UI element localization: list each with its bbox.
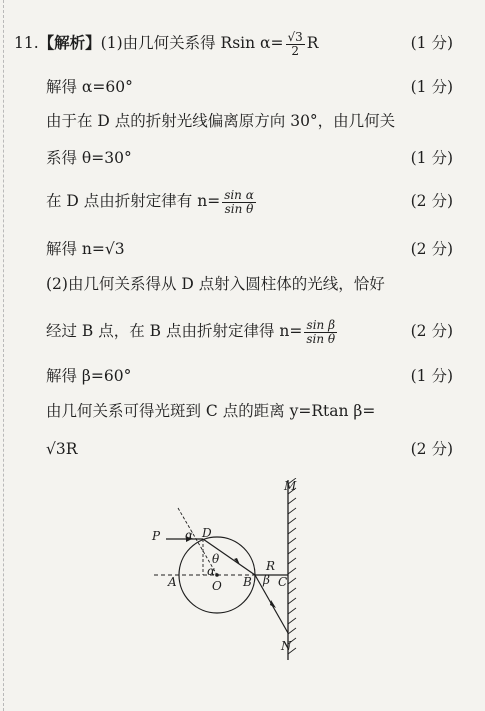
optics-diagram — [140, 478, 320, 700]
answer-line-5 — [0, 186, 485, 216]
fraction-sin-alpha-over-sin-theta: $\frac{\text{sin α}}{\text{sin θ}}$ — [224, 187, 254, 216]
score-8: (2 分) — [410, 322, 453, 340]
label-alpha-2: α — [207, 564, 216, 578]
answer-line-4 — [0, 143, 485, 173]
score-4: (1 分) — [410, 149, 453, 167]
mirror-hatching — [288, 478, 296, 654]
line-10-text: 由几何关系可得光斑到 C 点的距离 y=Rtan β= — [46, 402, 376, 420]
answer-line-2 — [0, 72, 485, 102]
line-7-text: (2)由几何关系得从 D 点射入圆柱体的光线，恰好 — [46, 275, 385, 293]
answer-line-3 — [0, 106, 485, 136]
label-beta: β — [263, 573, 270, 587]
fraction-sin-beta-over-sin-theta: $\frac{\text{sin β}}{\text{sin θ}}$ — [306, 317, 336, 346]
score-9: (1 分) — [410, 367, 453, 385]
label-m: M — [284, 479, 297, 493]
center-point — [215, 573, 219, 577]
answer-line-1 — [0, 28, 485, 58]
optics-diagram-svg — [140, 478, 320, 700]
line-9-text: 解得 β=60° — [46, 367, 132, 385]
label-p: P — [152, 529, 161, 543]
line-8-text: 经过 B 点，在 B 点由折射定律得 n= — [46, 322, 303, 340]
score-11: (2 分) — [410, 440, 453, 458]
answer-line-9 — [0, 361, 485, 391]
line-5-text: 在 D 点由折射定律有 n= — [46, 192, 221, 210]
label-r: R — [266, 559, 276, 573]
line-11-text: √3R — [46, 440, 78, 458]
label-alpha: α — [185, 528, 194, 542]
label-d: D — [202, 526, 212, 540]
analysis-tag: 【解析】 — [38, 33, 101, 52]
answer-line-7 — [0, 269, 485, 299]
label-n: N — [281, 639, 292, 653]
label-c: C — [278, 575, 288, 589]
line-2-text: 解得 α=60° — [46, 78, 133, 96]
score-1: (1 分) — [410, 34, 453, 52]
fraction-sqrt3-over-2: $\frac{√3}{2}$ — [287, 29, 303, 58]
line-1-text: (1)由几何关系得 Rsin α= — [100, 34, 284, 52]
line-3-text: 由于在 D 点的折射光线偏离原方向 30°，由几何关 — [46, 112, 396, 130]
line-4-text: 系得 θ=30° — [46, 149, 132, 167]
score-6: (2 分) — [410, 240, 453, 258]
label-b: B — [243, 575, 252, 589]
score-2: (1 分) — [410, 78, 453, 96]
label-o: O — [212, 579, 222, 593]
line-6-text: 解得 n=√3 — [46, 240, 125, 258]
answer-line-10 — [0, 396, 485, 426]
line-1-post: R — [306, 34, 319, 52]
answer-line-8 — [0, 316, 485, 346]
answer-line-6 — [0, 234, 485, 264]
answer-line-11 — [0, 434, 485, 464]
label-a: A — [168, 575, 177, 589]
score-5: (2 分) — [410, 192, 453, 210]
label-theta: θ — [212, 552, 220, 566]
question-number: 11. — [14, 34, 39, 52]
